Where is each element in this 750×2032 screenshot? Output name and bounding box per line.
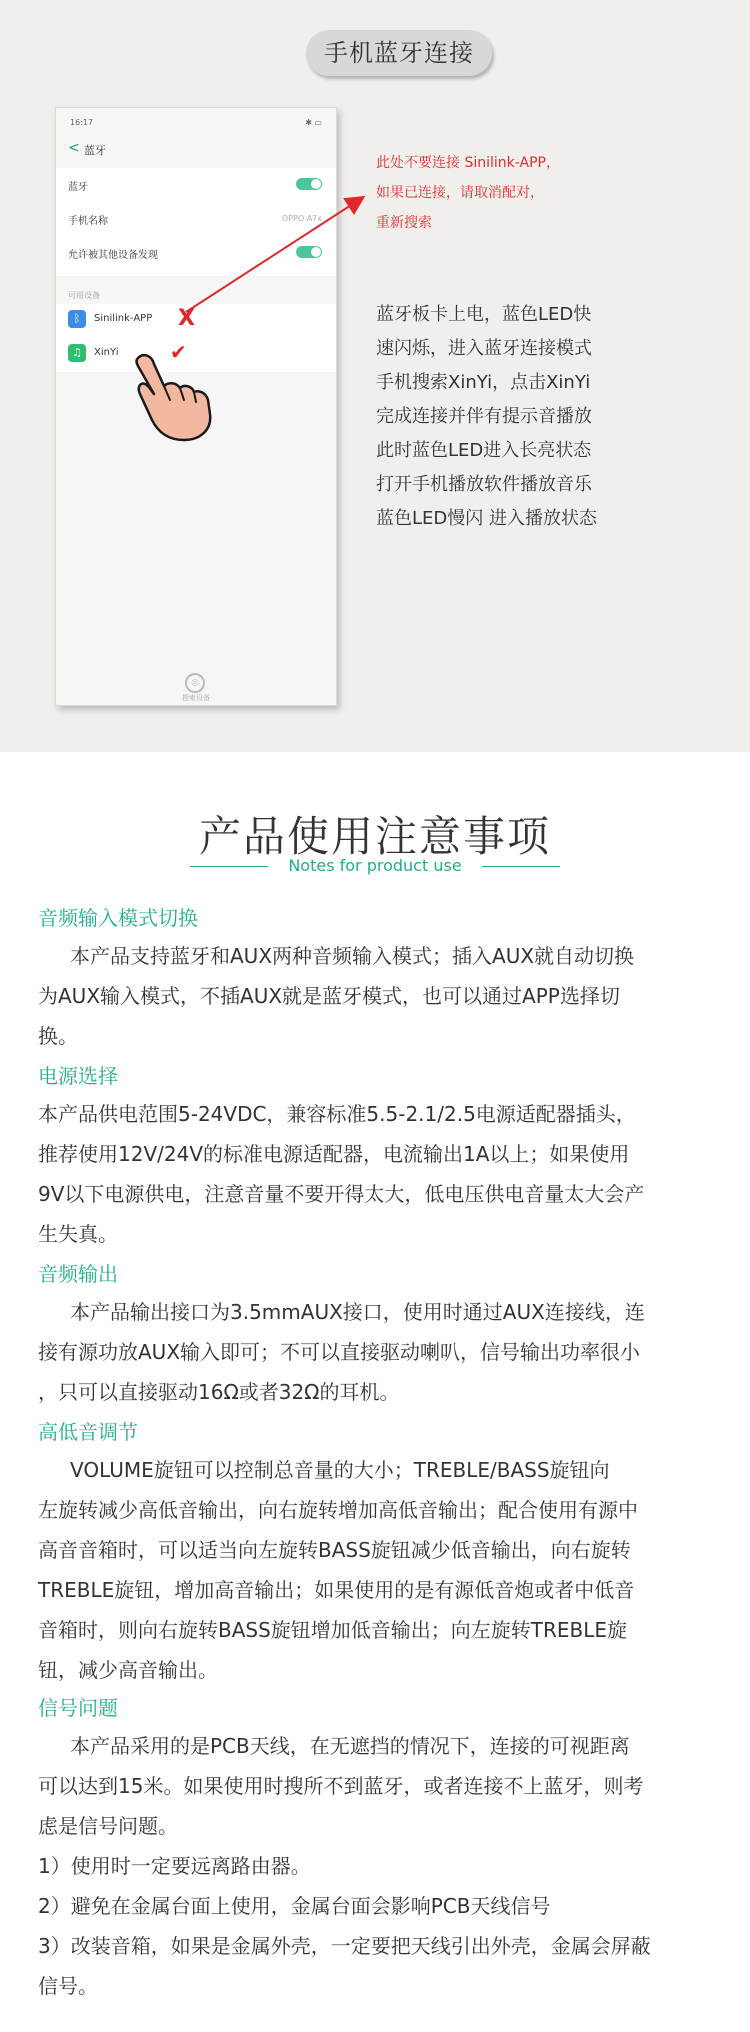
phone-page-title: 蓝牙 xyxy=(84,144,106,157)
section-badge: 手机蓝牙连接 xyxy=(306,30,492,76)
subtitle-rule-right xyxy=(482,866,560,867)
search-devices-label: 搜索设备 xyxy=(182,694,210,702)
body-line: 1）使用时一定要远离路由器。 xyxy=(38,1854,311,1878)
bluetooth-app-icon: ᛒ xyxy=(68,310,86,328)
body-line: 钮，减少高音输出。 xyxy=(38,1658,218,1682)
red-note-line: 此处不要连接 Sinilink-APP， xyxy=(376,155,560,171)
body-line: 为AUX输入模式，不插AUX就是蓝牙模式，也可以通过APP选择切 xyxy=(38,984,620,1008)
correct-device-mark: ✔ xyxy=(170,340,187,364)
body-line: 左旋转减少高低音输出，向右旋转增加高低音输出；配合使用有源中 xyxy=(38,1498,638,1522)
body-line: 生失真。 xyxy=(38,1222,118,1246)
section-heading: 电源选择 xyxy=(38,1064,118,1088)
step-line: 速闪烁，进入蓝牙连接模式 xyxy=(376,338,592,359)
section-body xyxy=(38,936,718,1056)
body-line: VOLUME旋钮可以控制总音量的大小；TREBLE/BASS旋钮向 xyxy=(70,1458,610,1482)
red-note-line: 重新搜索 xyxy=(376,215,432,231)
section-body xyxy=(38,1450,718,1690)
step-line: 蓝色LED慢闪 进入播放状态 xyxy=(376,508,597,529)
body-line: 可以达到15米。如果使用时搜所不到蓝牙，或者连接不上蓝牙，则考 xyxy=(38,1774,644,1798)
section-heading: 音频输入模式切换 xyxy=(38,906,198,930)
body-line: 换。 xyxy=(38,1024,78,1048)
body-line: 本产品采用的是PCB天线，在无遮挡的情况下，连接的可视距离 xyxy=(70,1734,630,1758)
row-bluetooth-label: 蓝牙 xyxy=(68,182,88,193)
body-line: 9V以下电源供电，注意音量不要开得太大，低电压供电音量太大会产 xyxy=(38,1182,645,1206)
row-phone-name-label: 手机名称 xyxy=(68,216,108,227)
search-icon[interactable]: ◎ xyxy=(185,673,205,693)
step-line: 此时蓝色LED进入长亮状态 xyxy=(376,440,592,461)
row-phone-name-value: OPPO A7x xyxy=(281,214,322,223)
section-heading: 信号问题 xyxy=(38,1696,118,1720)
step-line: 手机搜索XinYi，点击XinYi xyxy=(376,372,591,393)
body-line: 本产品供电范围5-24VDC，兼容标准5.5-2.1/2.5电源适配器插头， xyxy=(38,1102,636,1126)
device-name: XinYi xyxy=(94,347,119,358)
body-line: 信号。 xyxy=(38,1974,98,1998)
row-discoverable-label: 允许被其他设备发现 xyxy=(68,250,158,261)
body-line: 2）避免在金属台面上使用，金属台面会影响PCB天线信号 xyxy=(38,1894,551,1918)
annotation-arrow xyxy=(0,0,750,752)
pointing-hand-icon xyxy=(130,352,214,442)
body-line: 本产品支持蓝牙和AUX两种音频输入模式；插入AUX就自动切换 xyxy=(70,944,635,968)
back-icon[interactable]: < xyxy=(68,140,80,156)
red-note-line: 如果已连接，请取消配对， xyxy=(376,185,544,201)
body-line: 高音音箱时，可以适当向左旋转BASS旋钮减少低音输出，向右旋转 xyxy=(38,1538,631,1562)
bluetooth-connection-panel xyxy=(0,0,750,752)
section-heading: 音频输出 xyxy=(38,1262,118,1286)
body-line: 接有源功放AUX输入即可；不可以直接驱动喇叭，信号输出功率很小 xyxy=(38,1340,641,1364)
section-body xyxy=(38,1726,718,2006)
status-icons: ✱ ▭ xyxy=(305,118,322,127)
body-line: 推荐使用12V/24V的标准电源适配器，电流输出1A以上；如果使用 xyxy=(38,1142,630,1166)
status-time: 16:17 xyxy=(70,118,94,127)
section-heading: 高低音调节 xyxy=(38,1420,138,1444)
step-line: 打开手机播放软件播放音乐 xyxy=(376,474,592,495)
notes-title: 产品使用注意事项 xyxy=(198,812,551,861)
wrong-device-mark: X xyxy=(178,306,195,331)
body-line: 音箱时，则向右旋转BASS旋钮增加低音输出；向左旋转TREBLE旋 xyxy=(38,1618,628,1642)
step-line: 完成连接并伴有提示音播放 xyxy=(376,406,592,427)
section-body xyxy=(38,1292,718,1412)
notes-subtitle: Notes for product use xyxy=(288,856,462,875)
step-line: 蓝牙板卡上电，蓝色LED快 xyxy=(376,304,592,325)
headphone-icon: ♫ xyxy=(68,344,86,362)
device-name: Sinilink-APP xyxy=(94,313,153,324)
body-line: 虑是信号问题。 xyxy=(38,1814,178,1838)
body-line: ，只可以直接驱动16Ω或者32Ω的耳机。 xyxy=(38,1380,400,1404)
body-line: 本产品输出接口为3.5mmAUX接口，使用时通过AUX连接线，连 xyxy=(70,1300,645,1324)
available-devices-label: 可用设备 xyxy=(68,291,100,300)
body-line: 3）改装音箱，如果是金属外壳，一定要把天线引出外壳，金属会屏蔽 xyxy=(38,1934,651,1958)
body-line: TREBLE旋钮，增加高音输出；如果使用的是有源低音炮或者中低音 xyxy=(38,1578,635,1602)
section-body xyxy=(38,1094,718,1254)
